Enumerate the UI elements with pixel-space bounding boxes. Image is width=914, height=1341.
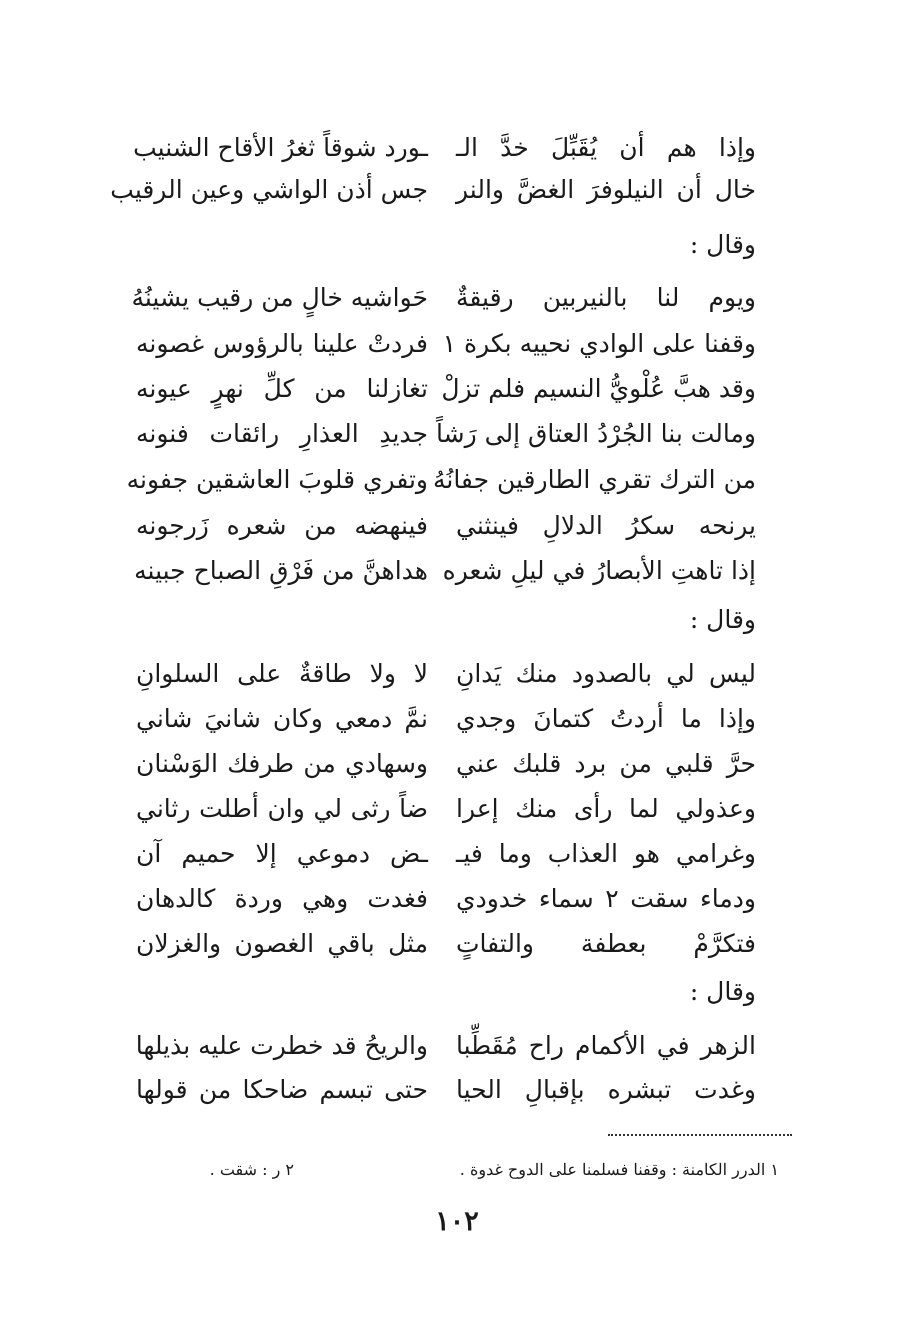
verse-hemistich-second: لا ولا طاقةٌ على السلوانِ [136, 659, 428, 688]
verse-hemistich-first: ودماء سقت ٢ سماء خدودي [456, 884, 756, 913]
poem-intro: وقال : [689, 605, 756, 634]
footnote-1: ١ الدرر الكامنة : وقفنا فسلمنا على الدوح غدوة . [459, 1160, 779, 1179]
verse-hemistich-first: يرنحه سكرُ الدلالِ فينثني [456, 511, 756, 540]
footnote-separator [608, 1134, 792, 1136]
verse-hemistich-second: حَواشيه خالٍ من رقيب يشينُهُ [131, 283, 428, 312]
verse-hemistich-first: وغرامي هو العذاب وما فيـ [456, 839, 756, 868]
verse-hemistich-second: نمَّ دمعي وكان شانيَ شاني [136, 704, 428, 733]
verse-hemistich-first: وقفنا على الوادي نحييه بكرة ١ [442, 329, 756, 358]
verse-hemistich-first: وإذا ما أردتُ كتمانَ وجدي [456, 704, 756, 733]
verse-hemistich-first: ومالت بنا الجُرْدُ العتاق إلى رَشاً [436, 419, 756, 448]
verse-hemistich-first: الزهر في الأكمام راح مُقَطِّبا [456, 1031, 756, 1060]
verse-hemistich-second: فينهضه من شعره زَرجونه [136, 511, 428, 540]
verse-hemistich-first: وقد هبَّ عُلْويُّ النسيم فلم تزلْ [441, 374, 756, 403]
verse-hemistich-second: وسهادي من طرفك الوَسْنان [136, 749, 428, 778]
verse-hemistich-second: والريحُ قد خطرت عليه بذيلها [135, 1031, 428, 1060]
poem-intro: وقال : [689, 977, 756, 1006]
verse-hemistich-first: إذا تاهتِ الأبصارُ في ليلِ شعره [442, 556, 756, 585]
verse-hemistich-second: ـورد شوقاً ثغرُ الأقاح الشنيب [133, 133, 428, 162]
verse-hemistich-second: فغدت وهي وردة كالدهان [136, 884, 428, 913]
verse-hemistich-second: مثل باقي الغصون والغزلان [136, 929, 428, 958]
verse-hemistich-second: حتى تبسم ضاحكا من قولها [136, 1075, 428, 1104]
page-number: ١٠٢ [435, 1206, 479, 1237]
verse-hemistich-second: تغازلنا من كلِّ نهرٍ عيونه [136, 374, 428, 403]
verse-hemistich-second: جديدِ العذارِ رائقات فنونه [136, 419, 428, 448]
verse-hemistich-first: فتكرَّمْ بعطفة والتفاتٍ [456, 929, 756, 958]
verse-hemistich-second: ـض دموعي إلا حميم آن [136, 839, 428, 868]
verse-hemistich-first: ليس لي بالصدود منك يَدانِ [456, 659, 756, 688]
verse-hemistich-second: جس أذن الواشي وعين الرقيب [110, 175, 428, 204]
verse-hemistich-second: ضاً رثى لي وان أطلت رثاني [136, 794, 428, 823]
verse-hemistich-first: حرَّ قلبي من برد قلبك عني [456, 749, 756, 778]
verse-hemistich-first: وإذا هم أن يُقَبِّلَ خدَّ الـ [456, 133, 756, 162]
verse-hemistich-first: وغدت تبشره بإقبالِ الحيا [456, 1075, 756, 1104]
verse-hemistich-first: ويوم لنا بالنيربين رقيقةٌ [456, 283, 756, 312]
verse-hemistich-second: فردتْ علينا بالرؤوس غصونه [136, 329, 428, 358]
poem-intro: وقال : [689, 230, 756, 259]
verse-hemistich-first: من الترك تقري الطارقين جفانُهُ [432, 465, 756, 494]
verse-hemistich-first: خال أن النيلوفرَ الغضَّ والنر [456, 175, 756, 204]
verse-hemistich-second: وتفري قلوبَ العاشقين جفونه [126, 465, 428, 494]
verse-hemistich-second: هداهنَّ من فَرْقِ الصباح جبينه [134, 556, 428, 585]
verse-hemistich-first: وعذولي لما رأى منك إعرا [456, 794, 756, 823]
footnote-2: ٢ ر : شقت . [209, 1160, 294, 1179]
